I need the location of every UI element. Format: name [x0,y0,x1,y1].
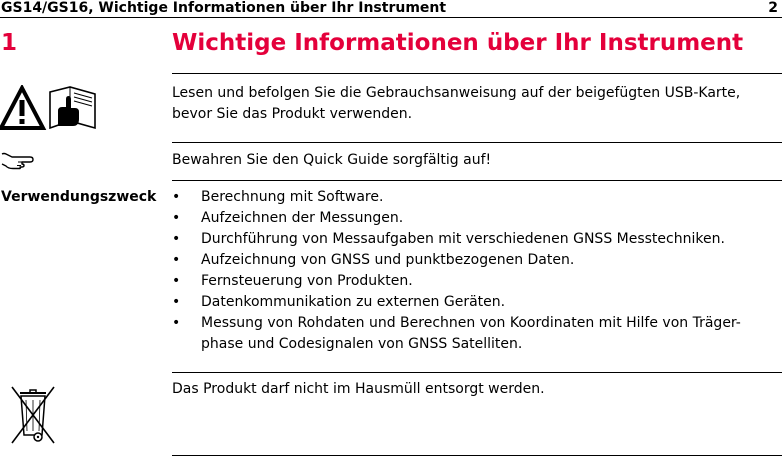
crossed-out-bin-icon [10,385,56,445]
list-item-text: Aufzeichnen der Messungen. [201,210,404,226]
list-item-text: Fernsteuerung von Produkten. [201,273,413,289]
divider [172,372,782,373]
list-item [172,187,772,208]
chapter-title: Wichtige Informationen über Ihr Instrument [172,30,744,56]
divider [172,73,782,74]
list-item-text: Berechnung mit Software. [201,189,384,205]
intended-use-list [172,187,772,355]
list-item-text: Durchführung von Messaufgaben mit verschiedenen GNSS Messtechniken. [201,231,725,247]
bullet: • [172,231,181,247]
page-header [0,0,782,18]
bullet: • [172,252,181,268]
bullet: • [172,273,181,289]
list-item-text: Messung von Rohdaten und Berechnen von Koordinaten mit Hilfe von Träger-phase und Codesignalen von GNSS Satelliten. [201,315,741,352]
bullet: • [172,210,181,226]
list-item-text: Datenkommunikation zu externen Geräten. [201,294,506,310]
manual-notice-text: Lesen und befolgen Sie die Gebrauchsanweisung auf der beigefügten USB-Karte, bevor Sie das Produkt verwenden. [172,85,741,122]
list-item [172,229,772,250]
list-item [172,271,772,292]
page-number: 2 [768,0,778,16]
list-item-text: Aufzeichnung von GNSS und punktbezogenen Daten. [201,252,575,268]
intended-use-label: Verwendungszweck [1,189,157,205]
tip-notice-text: Bewahren Sie den Quick Guide sorgfältig auf! [172,152,492,168]
disposal-notice-text: Das Produkt darf nicht im Hausmüll entsorgt werden. [172,381,545,397]
chapter-number: 1 [1,30,18,56]
divider [172,142,782,143]
list-item [172,313,772,355]
bullet: • [172,189,181,205]
pointing-hand-icon [0,150,40,170]
list-item [172,208,772,229]
header-title: GS14/GS16, Wichtige Informationen über Ihr Instrument [1,0,447,16]
bullet: • [172,294,181,310]
bullet: • [172,315,181,331]
warning-manual-icon [0,85,100,133]
list-item [172,250,772,271]
list-item [172,292,772,313]
divider [172,180,782,181]
divider [172,455,782,456]
